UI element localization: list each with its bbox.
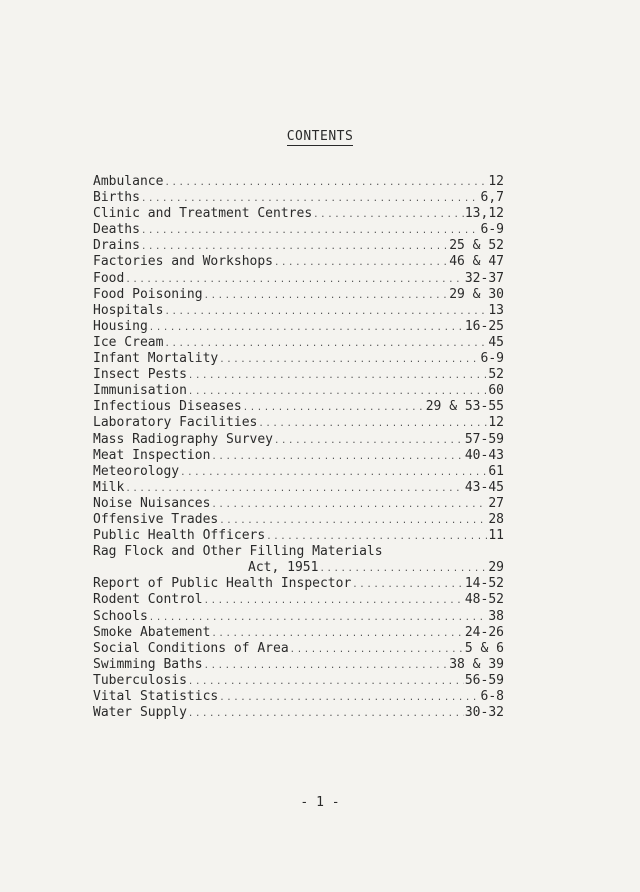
toc-entry-pages: 5 & 6 xyxy=(464,640,504,656)
toc-entry-label: Drains xyxy=(93,238,140,254)
toc-entry-label: Mass Radiography Survey xyxy=(93,431,274,447)
toc-entry-label: Births xyxy=(93,190,140,206)
toc-entry-pages: 12 xyxy=(488,174,504,189)
toc-entry-pages: 29 xyxy=(488,560,504,576)
toc-entry-pages: 6-8 xyxy=(480,689,504,704)
dot-leader xyxy=(290,642,464,657)
toc-entry xyxy=(93,464,504,480)
toc-entry xyxy=(93,609,504,625)
toc-entry xyxy=(93,528,504,544)
toc-entry-pages: 25 & 52 xyxy=(449,238,504,254)
toc-entry-label: Offensive Trades xyxy=(93,511,219,527)
toc-entry xyxy=(93,673,504,689)
toc-entry-label: Infectious Diseases xyxy=(93,399,242,415)
toc-entry-pages: 13,12 xyxy=(464,206,504,222)
page-number: - 1 - xyxy=(300,795,340,810)
toc-entry xyxy=(93,367,504,383)
toc-entry-pages: 30-32 xyxy=(464,705,504,721)
dot-leader xyxy=(141,223,480,238)
toc-entry-label: Deaths xyxy=(93,222,140,238)
toc-entry-pages: 45 xyxy=(488,334,504,350)
toc-entry-label: Vital Statistics xyxy=(93,689,219,704)
toc-entry-label: Meat Inspection xyxy=(93,447,211,463)
toc-entry-pages: 57-59 xyxy=(464,431,504,447)
dot-leader xyxy=(164,336,487,351)
toc-entry-label: Housing xyxy=(93,318,148,334)
toc-entry xyxy=(93,206,504,222)
toc-entry-pages: 27 xyxy=(488,495,504,511)
toc-entry-label: Meteorology xyxy=(93,463,180,479)
toc-entry xyxy=(93,625,504,641)
toc-entry-label: Insect Pests xyxy=(93,367,187,383)
toc-entry xyxy=(93,705,504,721)
dot-leader xyxy=(352,577,464,592)
toc-entry xyxy=(93,432,504,448)
toc-entry xyxy=(93,222,504,238)
dot-leader xyxy=(141,191,480,206)
toc-entry xyxy=(93,271,504,287)
toc-entry-label: Tuberculosis xyxy=(93,672,187,688)
toc-entry-label: Immunisation xyxy=(93,383,187,399)
dot-leader xyxy=(211,449,463,464)
toc-entry-label: Food xyxy=(93,270,125,286)
toc-entry-pages: 12 xyxy=(488,415,504,431)
toc-entry-label: Act, 1951 xyxy=(248,560,319,576)
toc-entry xyxy=(93,303,504,319)
toc-entry-label: Report of Public Health Inspector xyxy=(93,576,352,592)
toc-entry-pages: 52 xyxy=(488,367,504,383)
toc-entry-label: Rodent Control xyxy=(93,592,203,608)
toc-entry-label: Public Health Officers xyxy=(93,528,266,544)
dot-leader xyxy=(266,529,487,544)
toc-entry-pages: 11 xyxy=(488,528,504,544)
toc-entry-label: Noise Nuisances xyxy=(93,495,211,511)
toc-entry-label: Factories and Workshops xyxy=(93,254,274,270)
toc-entry xyxy=(93,335,504,351)
dot-leader xyxy=(180,465,487,480)
toc-entry xyxy=(93,641,504,657)
toc-entry-pages: 14-52 xyxy=(464,576,504,592)
toc-entry-pages: 32-37 xyxy=(464,270,504,286)
toc-entry-pages: 38 & 39 xyxy=(449,656,504,672)
dot-leader xyxy=(125,272,464,287)
toc-entry xyxy=(93,689,504,705)
toc-entry-pages: 6-9 xyxy=(480,222,504,238)
toc-entry-label: Food Poisoning xyxy=(93,286,203,302)
dot-leader xyxy=(219,352,479,367)
dot-leader xyxy=(164,304,487,319)
dot-leader xyxy=(204,288,449,303)
toc-entry xyxy=(93,319,504,335)
toc-entry xyxy=(93,351,504,367)
toc-entry-pages: 29 & 30 xyxy=(449,286,504,302)
dot-leader xyxy=(188,674,464,689)
dot-leader xyxy=(204,593,464,608)
toc-entry xyxy=(93,480,504,496)
dot-leader xyxy=(125,481,464,496)
toc-entry xyxy=(93,448,504,464)
dot-leader xyxy=(141,239,448,254)
toc-entry xyxy=(93,174,504,190)
dot-leader xyxy=(313,207,464,222)
toc-entry xyxy=(93,544,504,560)
toc-entry-label: Hospitals xyxy=(93,302,164,318)
toc-entry xyxy=(93,238,504,254)
toc-entry xyxy=(93,415,504,431)
toc-entry xyxy=(93,287,504,303)
toc-entry xyxy=(93,496,504,512)
dot-leader xyxy=(219,690,479,705)
toc-entry-label: Infant Mortality xyxy=(93,351,219,367)
toc-entry-label: Ambulance xyxy=(93,174,164,189)
toc-entry xyxy=(93,592,504,608)
dot-leader xyxy=(319,561,487,576)
contents-heading-text: CONTENTS xyxy=(286,129,354,144)
dot-leader xyxy=(149,320,464,335)
toc-entry-label: Water Supply xyxy=(93,705,187,721)
toc-entry-label: Swimming Baths xyxy=(93,656,203,672)
dot-leader xyxy=(219,513,487,528)
dot-leader xyxy=(258,416,487,431)
toc-entry xyxy=(93,576,504,592)
toc-entry-pages: 48-52 xyxy=(464,592,504,608)
toc-entry-pages: 6-9 xyxy=(480,351,504,367)
toc-entry-pages: 16-25 xyxy=(464,318,504,334)
dot-leader xyxy=(188,706,464,721)
toc-entry-label: Laboratory Facilities xyxy=(93,415,258,431)
dot-leader xyxy=(164,175,487,190)
dot-leader xyxy=(188,368,487,383)
toc-entry xyxy=(93,512,504,528)
toc-entry-pages: 6,7 xyxy=(480,190,504,206)
dot-leader xyxy=(243,400,425,415)
toc-entry xyxy=(93,399,504,415)
toc-entry-label: Social Conditions of Area xyxy=(93,640,289,656)
dot-leader xyxy=(274,255,448,270)
toc-entry-pages: 38 xyxy=(488,608,504,624)
toc-entry xyxy=(93,560,504,576)
toc-entry-label: Rag Flock and Other Filling Materials xyxy=(93,544,383,560)
toc-entry-pages: 56-59 xyxy=(464,672,504,688)
toc-entry-pages: 29 & 53-55 xyxy=(425,399,504,415)
toc-entry-label: Smoke Abatement xyxy=(93,624,211,640)
toc-entry-pages: 13 xyxy=(488,302,504,318)
toc-entry xyxy=(93,190,504,206)
toc-entry-label: Clinic and Treatment Centres xyxy=(93,206,313,222)
dot-leader xyxy=(211,626,463,641)
toc-entry-pages: 46 & 47 xyxy=(449,254,504,270)
toc-entry-pages: 60 xyxy=(488,383,504,399)
toc-entry xyxy=(93,657,504,673)
dot-leader xyxy=(149,610,488,625)
toc-entry-label: Ice Cream xyxy=(93,334,164,350)
dot-leader xyxy=(188,384,487,399)
toc-entry xyxy=(93,254,504,270)
toc-entry-pages: 43-45 xyxy=(464,479,504,495)
toc-entry-pages: 61 xyxy=(488,463,504,479)
toc-entry xyxy=(93,383,504,399)
toc-entry-pages: 28 xyxy=(488,511,504,527)
toc-entry-label: Milk xyxy=(93,479,125,495)
toc-entry-pages: 24-26 xyxy=(464,624,504,640)
table-of-contents xyxy=(93,174,504,721)
dot-leader xyxy=(211,497,487,512)
toc-entry-label: Schools xyxy=(93,608,148,624)
dot-leader xyxy=(204,658,449,673)
dot-leader xyxy=(274,433,464,448)
contents-heading xyxy=(0,129,640,144)
toc-entry-pages: 40-43 xyxy=(464,447,504,463)
